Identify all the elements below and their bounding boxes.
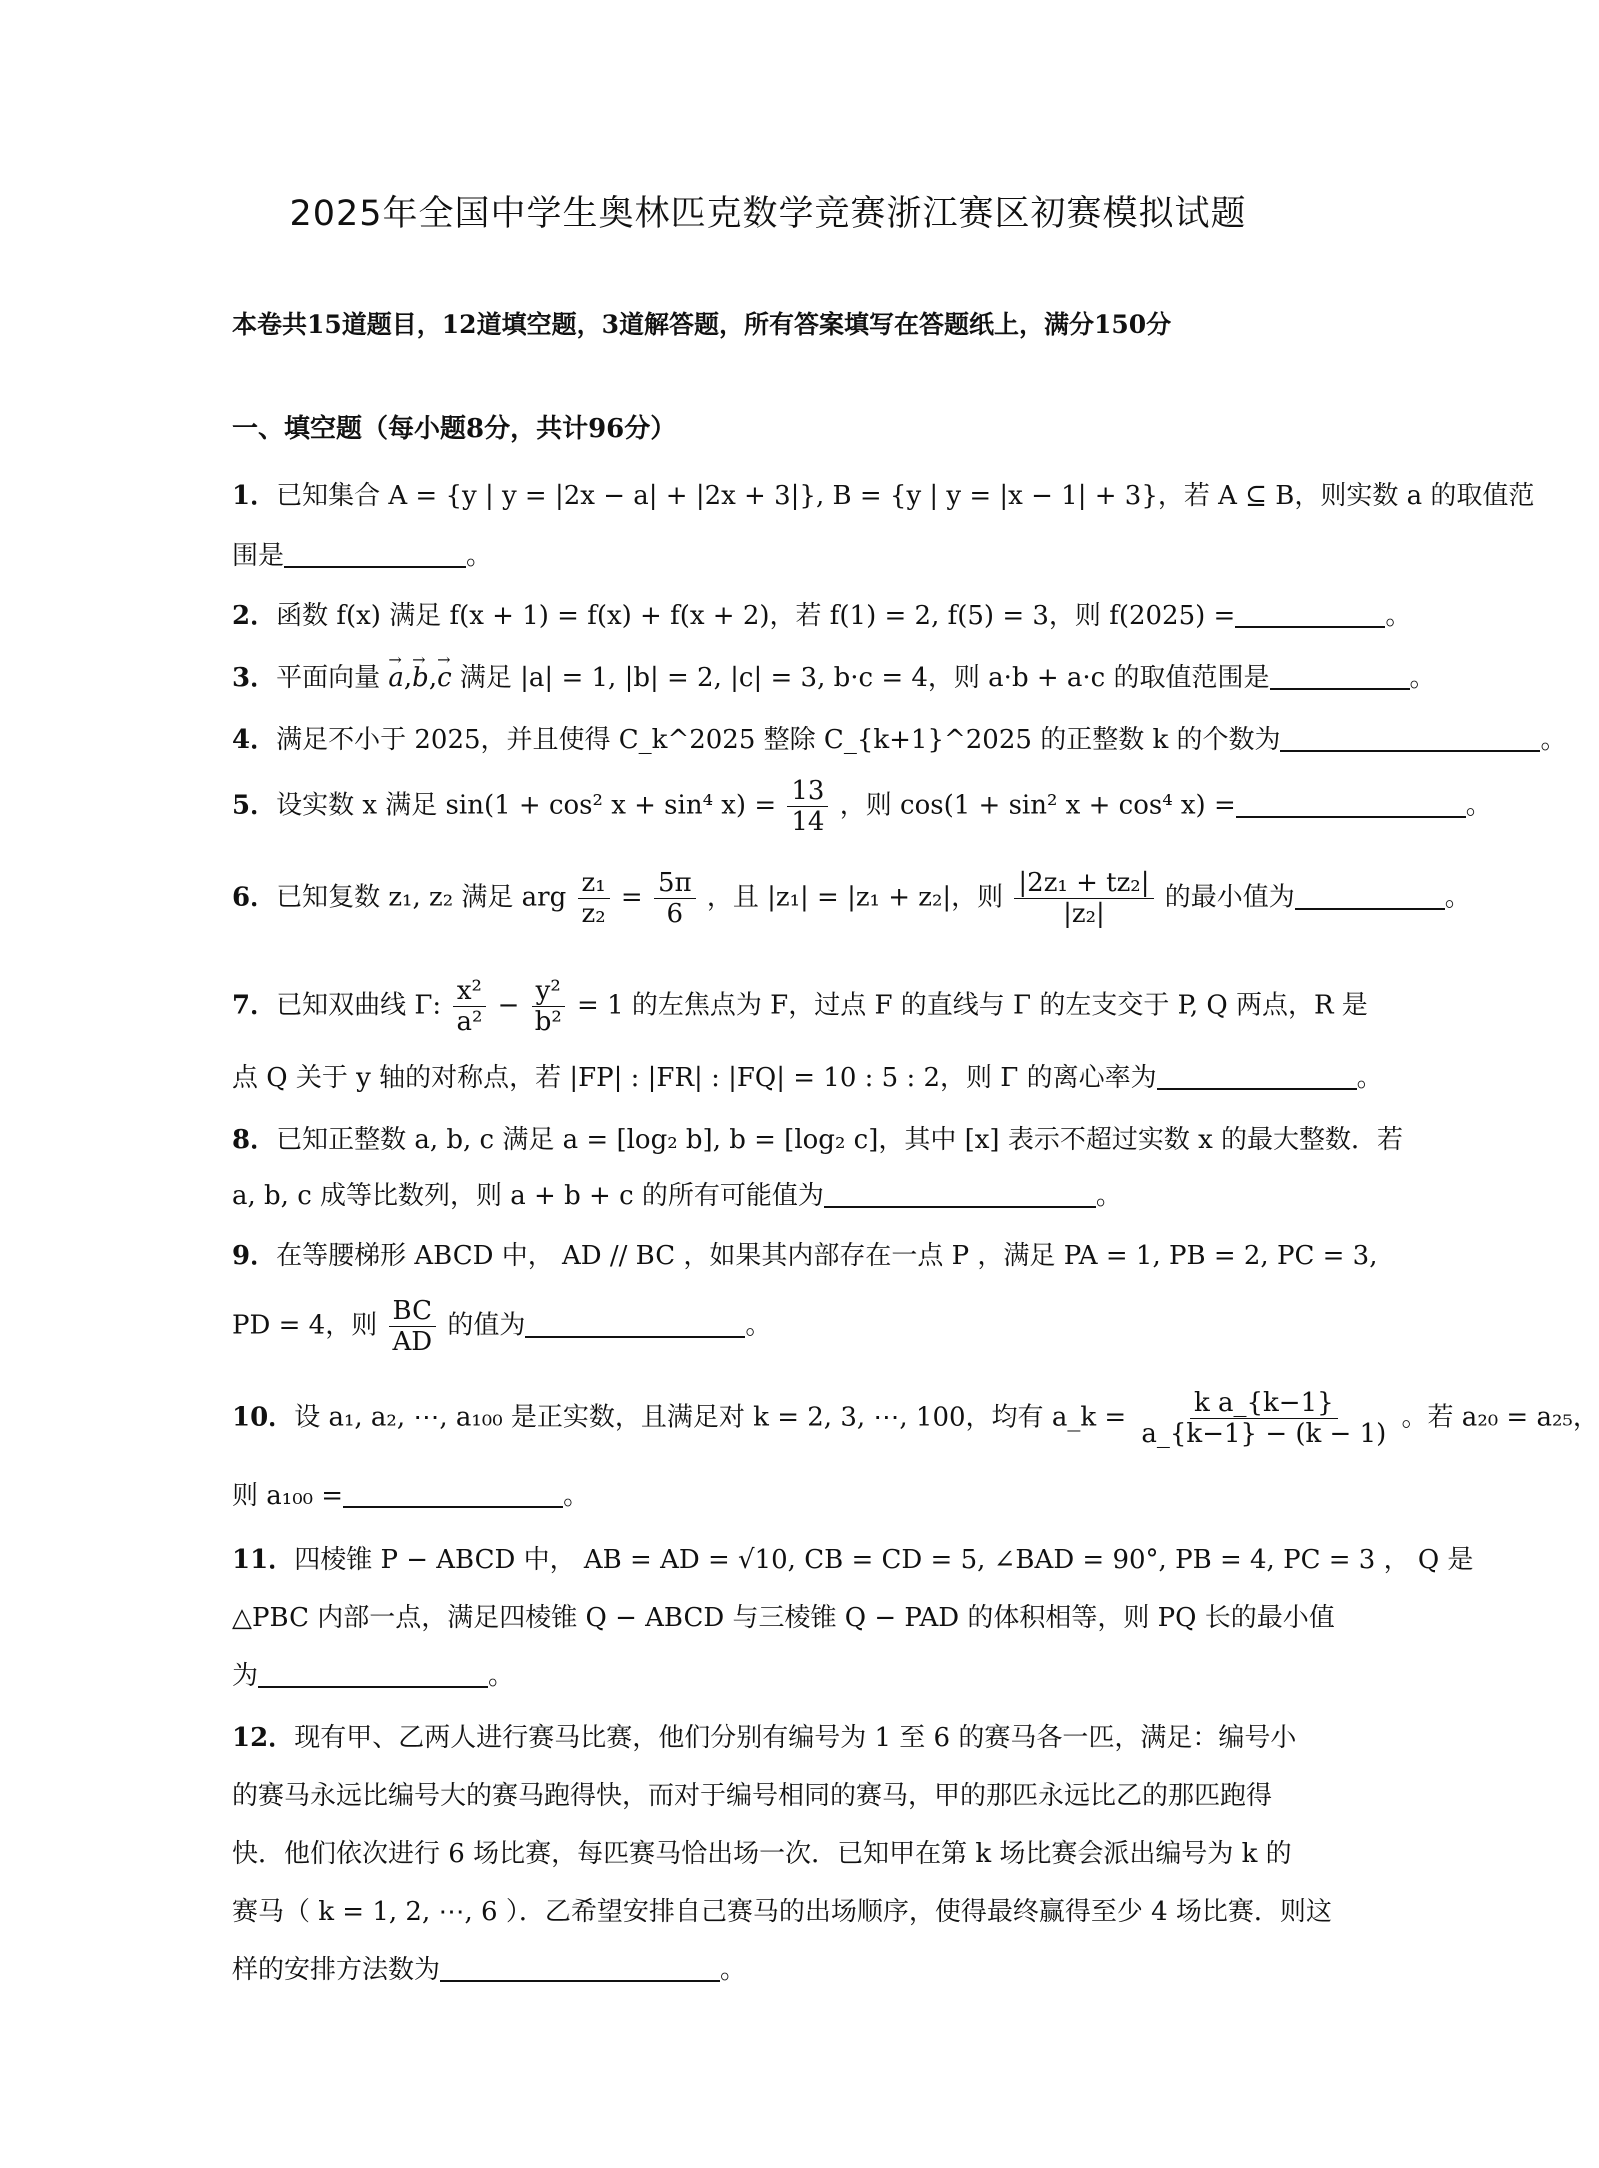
question-9-line-1: 9．在等腰梯形 ABCD 中， AD // BC ，如果其内部存在一点 P ，满足 PA = 1, PB = 2, PC = 3, — [232, 1241, 1378, 1271]
question-11-line-1: 11．四棱锥 P − ABCD 中， AB = AD = √10, CB = CD = 5, ∠BAD = 90°, PB = 4, PC = 3 ， Q 是 — [232, 1545, 1474, 1575]
answer-blank-9[interactable] — [525, 1310, 745, 1338]
question-5: 5．设实数 x 满足 sin(1 + cos² x + sin⁴ x) = $\frac{13}{14}$ ，则 cos(1 + sin² x + cos⁴ x) = 。 — [232, 776, 1492, 837]
answer-blank-11[interactable] — [258, 1660, 488, 1688]
question-10-line-2: 则 a₁₀₀ = 。 — [232, 1481, 590, 1511]
answer-blank-10[interactable] — [343, 1480, 563, 1508]
exam-instructions: 本卷共15道题目，12道填空题，3道解答题，所有答案填写在答题纸上，满分150分 — [232, 310, 1172, 339]
question-12-line-1: 12．现有甲、乙两人进行赛马比赛，他们分别有编号为 1 至 6 的赛马各一匹，满足：编号小 — [232, 1723, 1297, 1753]
question-12-line-5: 样的安排方法数为 。 — [232, 1955, 747, 1985]
answer-blank-1[interactable] — [284, 540, 466, 568]
question-6: 6．已知复数 z₁, z₂ 满足 arg $\frac{\text{z₁}}{\text{z₂}}$ = $\frac{5\pi}{6}$ ，且 |z₁| = |z₁ + z₂|，则 $\frac{\text{|2z₁ + tz₂|}}{\text{|z₂|}}$ 的最小值为 。 — [232, 868, 1471, 929]
question-7-line-1: 7．已知双曲线 Γ: $\frac{\text{x²}}{\text{a²}}$ − $\frac{\text{y²}}{\text{b²}}$ = 1 的左焦点为 F，过点 F 的直线与 Γ 的左支交于 P, Q 两点，R 是 — [232, 976, 1368, 1037]
question-3: 3．平面向量 → a,→ b,→ c 满足 |a| = 1, |b| = 2, |c| = 3, b·c = 4，则 a·b + a·c 的取值范围是 。 — [232, 660, 1436, 696]
question-1-line-2: 围是 。 — [232, 541, 493, 571]
question-11-line-3: 为 。 — [232, 1661, 515, 1691]
answer-blank-8[interactable] — [824, 1180, 1096, 1208]
answer-blank-2[interactable] — [1235, 600, 1385, 628]
question-9-line-2: PD = 4，则 $\frac{BC}{AD}$ 的值为 。 — [232, 1296, 772, 1357]
question-7-line-2: 点 Q 关于 y 轴的对称点，若 |FP| : |FR| : |FQ| = 10 : 5 : 2，则 Γ 的离心率为 。 — [232, 1063, 1383, 1093]
question-2: 2．函数 f(x) 满足 f(x + 1) = f(x) + f(x + 2)，若 f(1) = 2, f(5) = 3，则 f(2025) = 。 — [232, 601, 1412, 631]
question-4: 4．满足不小于 2025，并且使得 C_k^2025 整除 C_{k+1}^2025 的正整数 k 的个数为 。 — [232, 725, 1567, 755]
answer-blank-6[interactable] — [1295, 882, 1445, 910]
question-10-line-1: 10．设 a₁, a₂, ⋯, a₁₀₀ 是正实数，且满足对 k = 2, 3, ⋯, 100，均有 a_k = $\frac{\text{k a\_\{k−1\}}}{a\_\{k-1\} - (k - 1)}$ 。若 a₂₀ = a₂₅， — [232, 1388, 1599, 1449]
question-8-line-1: 8．已知正整数 a, b, c 满足 a = [log₂ b], b = [log₂ c]，其中 [x] 表示不超过实数 x 的最大整数．若 — [232, 1125, 1404, 1155]
question-11-line-2: △PBC 内部一点，满足四棱锥 Q − ABCD 与三棱锥 Q − PAD 的体积相等，则 PQ 长的最小值 — [232, 1603, 1335, 1633]
question-12-line-4: 赛马（ k = 1, 2, ⋯, 6 ）．乙希望安排自己赛马的出场顺序，使得最终赢得至少 4 场比赛．则这 — [232, 1897, 1332, 1927]
exam-title: 2025年全国中学生奥林匹克数学竞赛浙江赛区初赛模拟试题 — [289, 194, 1247, 234]
question-12-line-2: 的赛马永远比编号大的赛马跑得快，而对于编号相同的赛马，甲的那匹永远比乙的那匹跑得 — [232, 1781, 1273, 1811]
answer-blank-12[interactable] — [440, 1954, 720, 1982]
answer-blank-4[interactable] — [1280, 724, 1540, 752]
question-12-line-3: 快．他们依次进行 6 场比赛，每匹赛马恰出场一次．已知甲在第 k 场比赛会派出编号为 k 的 — [232, 1839, 1292, 1869]
answer-blank-5[interactable] — [1236, 790, 1466, 818]
answer-blank-7[interactable] — [1157, 1062, 1357, 1090]
question-1-line-1: 1．已知集合 A = {y | y = |2x − a| + |2x + 3|}, B = {y | y = |x − 1| + 3}，若 A ⊆ B，则实数 a 的取值范 — [232, 481, 1535, 511]
question-8-line-2: a, b, c 成等比数列，则 a + b + c 的所有可能值为 。 — [232, 1181, 1122, 1211]
section-fill-in-blank: 一、填空题（每小题8分，共计96分） — [232, 414, 677, 444]
answer-blank-3[interactable] — [1270, 662, 1410, 690]
